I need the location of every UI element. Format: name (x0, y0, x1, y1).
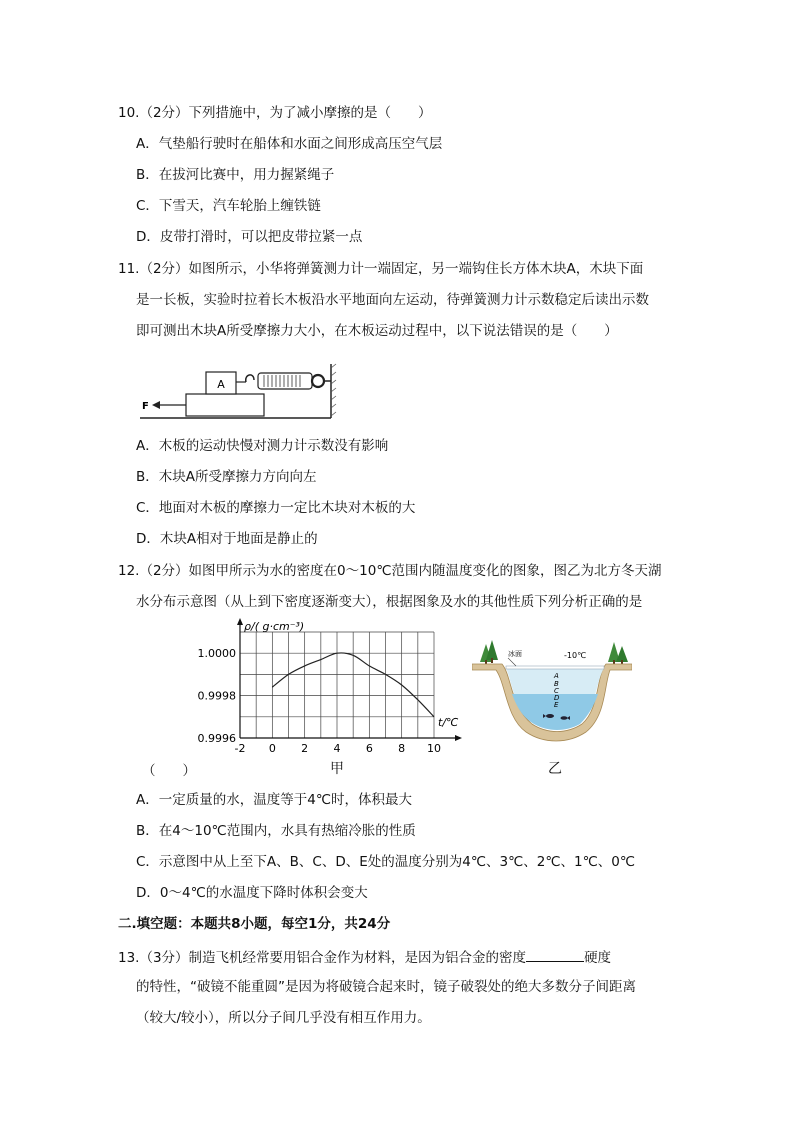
y-tick-label: 0.9996 (197, 732, 236, 745)
q11-friction-figure (138, 360, 338, 422)
lake-diagram (472, 636, 632, 746)
x-tick-label: 8 (398, 742, 406, 755)
density-chart (188, 618, 468, 778)
q10-option-d: D．皮带打滑时，可以把皮带拉紧一点 (136, 229, 363, 245)
x-tick-label: -2 (234, 742, 246, 755)
x-tick-label: 4 (333, 742, 341, 755)
q13-blank-1[interactable] (526, 947, 584, 962)
q11-option-a: A．木板的运动快慢对测力计示数没有影响 (136, 438, 389, 454)
x-tick-label: 10 (427, 742, 441, 755)
y-axis-arrow-icon (237, 618, 243, 625)
block-a-label: A (217, 378, 225, 391)
caption-jia: 甲 (330, 761, 344, 777)
layer-a-label: A (554, 672, 559, 680)
q13-line1-text-a: 13.（3分）制造飞机经常要用铝合金作为材料，是因为铝合金的密度 (118, 950, 527, 966)
q10-option-c: C．下雪天，汽车轮胎上缠铁链 (136, 198, 321, 214)
q13-line3: （较大/较小），所以分子间几乎没有相互作用力。 (136, 1010, 431, 1026)
tree-left-icon (480, 640, 498, 664)
x-tick-label: 2 (301, 742, 309, 755)
x-axis-arrow-icon (455, 735, 462, 741)
spring-scale (258, 373, 312, 389)
q11-stem-line3: 即可测出木块A所受摩擦力大小，在木板运动过程中，以下说法错误的是（ ） (136, 323, 618, 339)
q12-option-b: B．在4～10℃范围内，水具有热缩冷胀的性质 (136, 823, 416, 839)
q12-option-c: C．示意图中从上至下A、B、C、D、E处的温度分别为4℃、3℃、2℃、1℃、0℃ (136, 854, 636, 870)
q11-stem-line2: 是一长板，实验时拉着长木板沿水平地面向左运动，待弹簧测力计示数稳定后读出示数 (136, 292, 649, 308)
q10-option-b: B．在拔河比赛中，用力握紧绳子 (136, 167, 335, 183)
layer-d-label: D (554, 694, 560, 702)
q10-option-a: A．气垫船行驶时在船体和水面之间形成高压空气层 (136, 136, 443, 152)
y-tick-label: 1.0000 (197, 647, 236, 661)
q12-stem-line2: 水分布示意图（从上到下密度逐渐变大），根据图象及水的其他性质下列分析正确的是 (136, 594, 643, 610)
layer-e-label: E (554, 701, 559, 709)
section2-heading: 二.填空题：本题共8小题，每空1分，共24分 (118, 916, 391, 932)
layer-c-label: C (554, 687, 559, 695)
caption-yi: 乙 (548, 761, 562, 777)
x-tick-label: 6 (365, 742, 373, 755)
q12-option-a: A．一定质量的水，温度等于4℃时，体积最大 (136, 792, 412, 808)
x-tick-label: 0 (268, 742, 276, 755)
layer-b-label: B (554, 680, 559, 688)
q11-option-c: C．地面对木板的摩擦力一定比木块对木板的大 (136, 500, 416, 516)
air-temp-label: -10℃ (564, 651, 587, 660)
q12-answer-paren: （ ） (142, 763, 196, 779)
tree-right-icon (608, 642, 628, 665)
x-axis-title: t/℃ (438, 716, 459, 729)
q11-stem-line1: 11.（2分）如图所示，小华将弹簧测力计一端固定，另一端钩住长方体木块A，木块下面 (118, 261, 644, 277)
q10-stem: 10.（2分）下列措施中，为了减小摩擦的是（ ） (118, 105, 432, 121)
q11-option-b: B．木块A所受摩擦力方向向左 (136, 469, 317, 485)
q12-option-d: D．0～4℃的水温度下降时体积会变大 (136, 885, 368, 901)
y-tick-label: 0.9998 (197, 689, 236, 703)
q13-line2: 的特性，“破镜不能重圆”是因为将破镜合起来时，镜子破裂处的绝大多数分子间距离 (136, 979, 636, 995)
long-board (186, 394, 264, 416)
ice-label: 冰面 (508, 650, 522, 658)
q13-line1-text-b: 硬度 (584, 950, 612, 966)
y-axis-title: ρ/( g·cm⁻³) (244, 620, 305, 633)
force-label: F (142, 401, 149, 412)
q13-line1 (118, 947, 611, 967)
q11-option-d: D．木块A相对于地面是静止的 (136, 531, 318, 547)
q12-stem-line1: 12.（2分）如图甲所示为水的密度在0～10℃范围内随温度变化的图象，图乙为北方冬天湖 (118, 563, 662, 579)
